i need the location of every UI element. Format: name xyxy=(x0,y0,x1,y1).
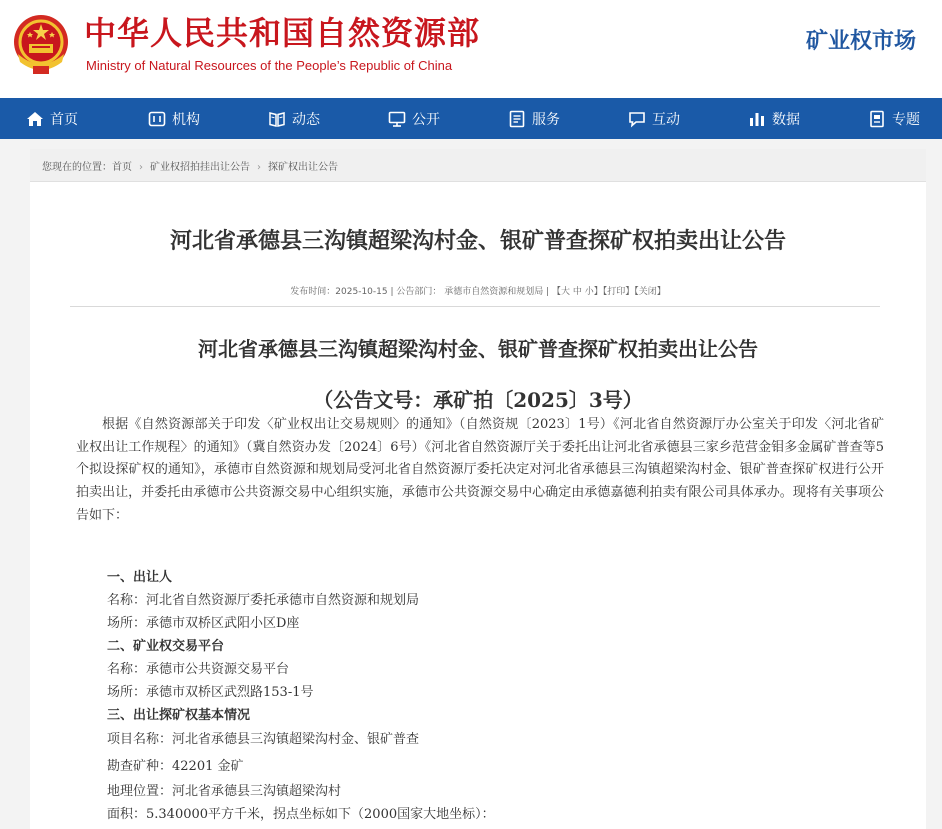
home-icon xyxy=(26,110,44,128)
nav-item-interact[interactable] xyxy=(628,98,680,139)
content-line: 名称：河北省自然资源厅委托承德市自然资源和规划局 xyxy=(107,593,420,608)
content-line: 面积：5.340000平方千米，拐点坐标如下（2000国家大地坐标）： xyxy=(107,807,495,822)
breadcrumb xyxy=(30,149,926,182)
article-meta: 发布时间：2025-10-15 | 公告部门： 承德市自然资源和规划局 | 【大 中 小】【打印】【关闭】 xyxy=(290,287,666,297)
nav-item-data[interactable] xyxy=(748,98,800,139)
nav-label: 公开 xyxy=(412,111,440,128)
meta-divider xyxy=(70,306,880,307)
content-line: 地理位置：河北省承德县三沟镇超梁沟村 xyxy=(107,784,342,799)
article-title: 河北省承德县三沟镇超梁沟村金、银矿普查探矿权拍卖出让公告 xyxy=(169,228,786,254)
breadcrumb-exploration-notices[interactable]: 探矿权出让公告 xyxy=(268,162,338,173)
breadcrumb-separator: › xyxy=(139,162,143,173)
nav-item-service[interactable] xyxy=(508,98,560,139)
nav-label: 互动 xyxy=(652,111,680,128)
nav-item-public[interactable] xyxy=(388,98,440,139)
section-heading-basic-info: 三、出让探矿权基本情况 xyxy=(107,708,251,723)
breadcrumb-prefix: 您现在的位置： xyxy=(42,162,112,173)
breadcrumb-trail xyxy=(42,158,338,173)
nav-item-org[interactable] xyxy=(148,98,200,139)
breadcrumb-home[interactable]: 首页 xyxy=(112,162,132,173)
section-title[interactable]: 矿业权市场 xyxy=(805,29,916,54)
ministry-name-en[interactable]: Ministry of Natural Resources of the People’s Republic of China xyxy=(86,58,453,73)
nav-label: 数据 xyxy=(772,111,800,128)
intro-paragraph: 根据《自然资源部关于印发〈矿业权出让交易规则〉的通知》（自然资规〔2023〕1号）《河北省自然资源厅办公室关于印发〈河北省矿业权出让工作规程〉的通知》（冀自然资办发〔2024〕6号）《河北省自然资源厅关于委托出让河北省承德县三家乡范营金钼多金属矿普查等5个拟设探矿权的通知》，承德市自然资源和规划局受河北省自然资源厅委托决定对河北省承德县三沟镇超梁沟村金、银矿普查探矿权进行公开拍卖出让，并委托由承德市公共资源交易中心组织实施，承德市公共资源交易中心确定由承德嘉德利拍卖有限公司具体承办。现将有关事项公告如下： xyxy=(76,417,884,523)
nav-label: 服务 xyxy=(532,111,560,128)
nav-label: 首页 xyxy=(50,111,78,128)
ministry-name-cn[interactable]: 中华人民共和国自然资源部 xyxy=(84,14,481,52)
national-emblem-icon[interactable] xyxy=(12,12,70,76)
nav-label: 专题 xyxy=(892,111,920,128)
topic-icon xyxy=(868,110,886,128)
nav-item-news[interactable] xyxy=(268,98,320,139)
document-number: （公告文号：承矿拍〔2025〕3号） xyxy=(313,388,643,412)
section-heading-grantor: 一、出让人 xyxy=(107,570,173,585)
nav-label: 动态 xyxy=(292,111,320,128)
site-header xyxy=(0,0,942,98)
breadcrumb-separator: › xyxy=(257,162,261,173)
nav-item-topic[interactable] xyxy=(868,98,920,139)
breadcrumb-notice-list[interactable]: 矿业权招拍挂出让公告 xyxy=(150,162,250,173)
content-line: 场所：承德市双桥区武烈路153-1号 xyxy=(107,685,314,700)
org-icon xyxy=(148,110,166,128)
nav-item-home[interactable] xyxy=(26,98,78,139)
content-line: 项目名称：河北省承德县三沟镇超梁沟村金、银矿普查 xyxy=(107,732,420,747)
bar-chart-icon xyxy=(748,110,766,128)
nav-label: 机构 xyxy=(172,111,200,128)
monitor-icon xyxy=(388,110,406,128)
main-nav xyxy=(0,98,942,139)
content-line: 场所：承德市双桥区武阳小区D座 xyxy=(107,616,300,631)
document-title: 河北省承德县三沟镇超梁沟村金、银矿普查探矿权拍卖出让公告 xyxy=(198,337,758,361)
news-icon xyxy=(268,110,286,128)
content-line: 勘查矿种：42201 金矿 xyxy=(107,759,244,774)
service-icon xyxy=(508,110,526,128)
section-heading-platform: 二、矿业权交易平台 xyxy=(107,639,225,654)
content-line: 名称：承德市公共资源交易平台 xyxy=(107,662,290,677)
chat-icon xyxy=(628,110,646,128)
